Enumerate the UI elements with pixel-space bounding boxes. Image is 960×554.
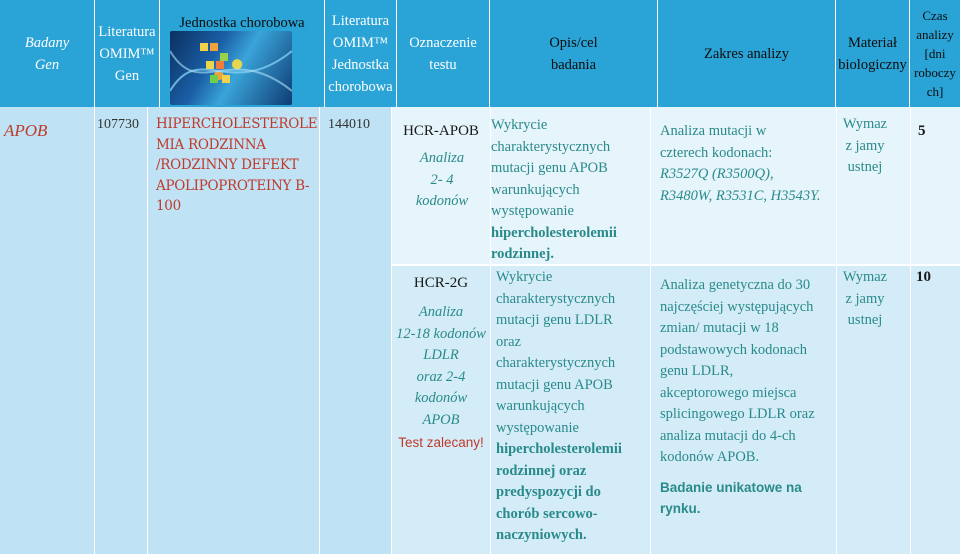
test-code-sub: Analiza 2- 4 kodonów — [415, 150, 469, 209]
header-time: Czas analizy [dni roboczy ch] — [914, 8, 956, 99]
test-material: Wymaz z jamy ustnej — [842, 116, 888, 175]
test-code-sub: Analiza 12-18 kodonów LDLR oraz 2-4 kodonów APOB — [396, 304, 486, 428]
dna-logo-image — [170, 31, 292, 105]
divider — [392, 264, 960, 266]
header-range: Zakres analizy — [658, 0, 836, 107]
omim-gene-number: 107730 — [97, 117, 139, 132]
test-range: Analiza genetyczna do 30 najczęściej występujących zmian/ mutacji w 18 podstawowych kodonach genu LDLR, akceptorowego miejsca splicingowego LDLR oraz analiza mutacji do 4-ch kodonów APOB. Badanie unikatowe na rynku. — [660, 275, 838, 520]
header-test-code: Oznaczenie testu — [397, 0, 490, 107]
header-omim-unit: Literatura OMIM™ Jednostka chorobowa — [325, 0, 397, 107]
test-time: 5 — [918, 123, 926, 139]
header-description: Opis/cel badania — [490, 0, 658, 107]
disease-name: HIPERCHOLESTEROLE MIA RODZINNA /RODZINNY DEFEKT APOLIPOPROTEINY B- 100 — [156, 116, 318, 214]
header-omim-gene: Literatura OMIM™ Gen — [95, 0, 160, 107]
recommended-note: Test zalecany! — [398, 435, 484, 450]
test-range: Analiza mutacji w czterech kodonach: R3527Q (R3500Q), R3480W, R3531C, H3543Y. — [660, 123, 821, 204]
divider — [650, 107, 651, 554]
omim-disease-column — [320, 107, 392, 554]
header-material: Materiał biologiczny — [836, 0, 910, 107]
unique-note: Badanie unikatowe na rynku. — [660, 479, 802, 516]
header-gene: Badany Gen — [0, 0, 95, 107]
test-description: Wykrycie charakterystycznych mutacji genu LDLR oraz charakterystycznych mutacji genu APOB warunkujących występowanie hipercholesterolemii rodzinnej oraz predyspozycji do chorób sercowo- naczyniowych. — [496, 269, 622, 543]
test-description: Wykrycie charakterystycznych mutacji genu APOB warunkujących występowanie hipercholesterolemii rodzinnej. — [491, 117, 617, 262]
gene-name: APOB — [4, 121, 48, 140]
omim-disease-number: 144010 — [328, 117, 370, 132]
gene-column — [0, 107, 95, 554]
test-time: 10 — [916, 269, 931, 285]
test-material: Wymaz z jamy ustnej — [842, 269, 888, 328]
divider — [910, 107, 911, 554]
header-unit: Jednostka chorobowa — [160, 0, 325, 107]
omim-gene-column — [95, 107, 148, 554]
test-code: HCR-2G — [413, 275, 469, 291]
test-code: HCR-APOB — [403, 123, 479, 139]
